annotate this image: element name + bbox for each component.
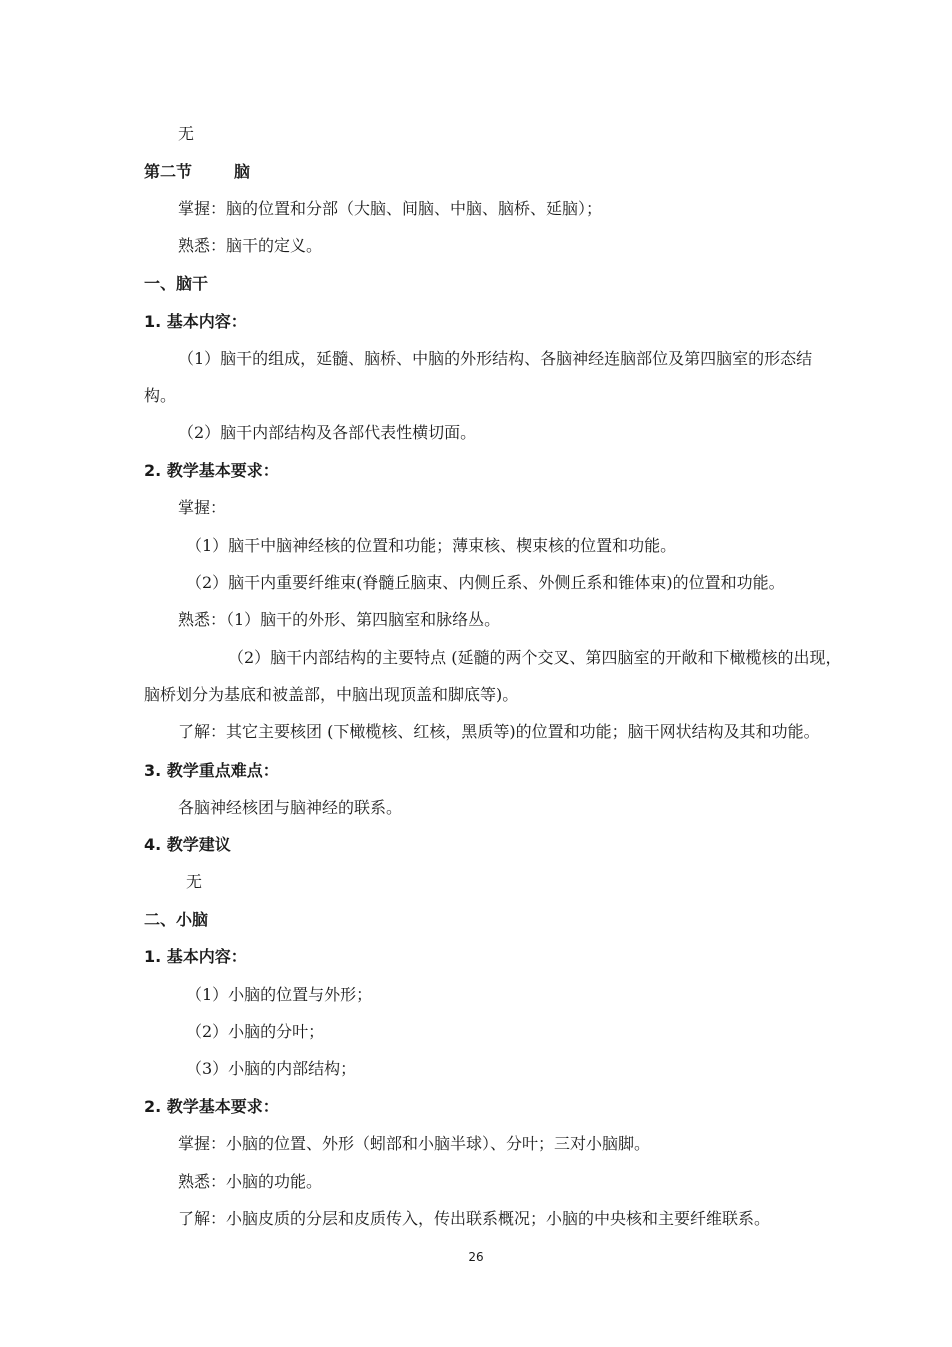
section-title-number: 第二节 (144, 162, 193, 181)
text-master-1: （1）脑干中脑神经核的位置和功能；薄束核、楔束核的位置和功能。 (186, 536, 677, 555)
text-familiar-1: 熟悉：（1）脑干的外形、第四脑室和脉络丛。 (178, 610, 501, 629)
heading-requirements: 2. 教学基本要求： (144, 1097, 279, 1116)
text-master-2: （2）脑干内重要纤维束(脊髓丘脑束、内侧丘系、外侧丘系和锥体束)的位置和功能。 (186, 573, 785, 592)
text-none: 无 (186, 872, 203, 891)
heading-basic-content: 1. 基本内容： (144, 312, 247, 331)
heading-basic-content: 1. 基本内容： (144, 947, 247, 966)
text-content-3: （3）小脑的内部结构； (186, 1059, 357, 1078)
text-master-label: 掌握： (178, 498, 227, 517)
text-familiar-2b: 脑桥划分为基底和被盖部，中脑出现顶盖和脚底等)。 (144, 685, 519, 704)
text-familiar: 熟悉：脑干的定义。 (178, 236, 323, 255)
text-master: 掌握：脑的位置和分部（大脑、间脑、中脑、脑桥、延脑）； (178, 199, 603, 218)
text-content-1b: 构。 (144, 386, 177, 405)
text-familiar: 熟悉：小脑的功能。 (178, 1172, 323, 1191)
text-master: 掌握：小脑的位置、外形（蚓部和小脑半球）、分叶；三对小脑脚。 (178, 1134, 651, 1153)
heading-key-points: 3. 教学重点难点： (144, 761, 279, 780)
text-content-2: （2）脑干内部结构及各部代表性横切面。 (178, 423, 477, 442)
heading-cerebellum: 二、小脑 (144, 910, 209, 929)
section-title-name: 脑 (234, 162, 251, 181)
text-content-1: （1）小脑的位置与外形； (186, 985, 373, 1004)
section-title (144, 162, 250, 182)
heading-requirements: 2. 教学基本要求： (144, 461, 279, 480)
text-none: 无 (178, 124, 195, 143)
heading-suggestions: 4. 教学建议 (144, 835, 231, 854)
text-familiar-2a: （2）脑干内部结构的主要特点 (延髓的两个交叉、第四脑室的开敞和下橄榄核的出现， (228, 648, 842, 667)
page-number: 26 (468, 1250, 484, 1264)
text-content-1a: （1）脑干的组成，延髓、脑桥、中脑的外形结构、各脑神经连脑部位及第四脑室的形态结 (178, 349, 813, 368)
text-understand: 了解：其它主要核团 (下橄榄核、红核，黑质等)的位置和功能；脑干网状结构及其和功能。 (178, 722, 820, 741)
heading-brainstem: 一、脑干 (144, 274, 209, 293)
text-content-2: （2）小脑的分叶； (186, 1022, 325, 1041)
text-key-points: 各脑神经核团与脑神经的联系。 (178, 798, 403, 817)
text-understand: 了解：小脑皮质的分层和皮质传入，传出联系概况；小脑的中央核和主要纤维联系。 (178, 1209, 771, 1228)
